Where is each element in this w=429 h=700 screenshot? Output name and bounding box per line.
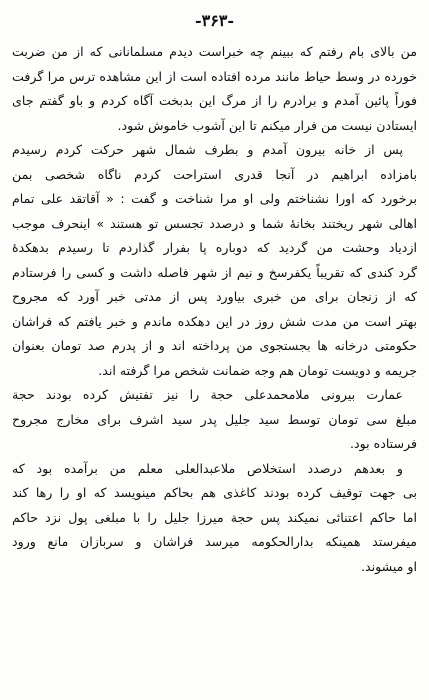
text-line: فرستاده بود.	[350, 436, 417, 451]
text-line: حکومتی درخانه ها بجستجوی من پرداخته اند و از پدرم صد تومان بعنوان	[12, 338, 417, 353]
text-line: اهالی شهر ریختند بخانهٔ شما و درصدد تجسس تو هستند » اینحرف موجب	[12, 215, 417, 231]
paragraph	[12, 138, 417, 383]
text-line: فوراً پائین آمدم و برادرم را از مرگ این بدبخت آگاه کردم و باو گفتم جای	[12, 93, 417, 108]
text-line: که از زنجان برای من خبری بیاورد پس از مدتی خبر آورد که مجروح	[12, 289, 417, 304]
text-line: و بعدهم درصدد استخلاص ملاعبدالعلی معلم من برآمده بود که	[12, 460, 403, 476]
text-line: خورده در وسط حیاط مانند مرده افتاده است از این مشاهده ترس مرا گرفت	[12, 68, 417, 84]
text-line: بامزاده ابراهیم در آنجا قدری استراحت کردم ناگاه شخصی بمن	[12, 166, 417, 182]
text-line: برخورد که اورا نشناختم ولی او مرا شناخت و گفت : « آقاتقد علی تمام	[12, 191, 417, 206]
text-line: عمارت بیرونی ملامحمدعلی حجة را نیز تفتیش کرده بودند حجة	[12, 387, 403, 402]
paragraph	[12, 383, 417, 457]
text-line: او میشوند.	[361, 558, 417, 574]
text-line: اما حاکم اعتنائی نمیکند پس حجة میرزا جلیل را با مبلغی پول نزد حاکم	[12, 509, 417, 525]
text-line: بهتر است من مدت شش روز در این دهکده ماندم و خبر یافتم که فراشان	[12, 313, 417, 329]
text-line: جریمه و دویست تومان هم وجه ضمانت شخص مرا گرفته اند.	[98, 362, 417, 378]
paragraph	[12, 457, 417, 580]
paragraph	[12, 40, 417, 138]
body-text	[12, 40, 417, 579]
text-line: من بالای بام رفتم که ببینم چه خبراست دیدم مسلمانانی که از من ضربت	[12, 44, 417, 59]
text-line: بی جهت توقیف کرده بودند کاغذی هم بحاکم مینویسد که او را رها کند	[12, 485, 417, 500]
text-line: مبلغ سی تومان توسط سید جلیل پدر سید اشرف برای مخارج مجروح	[12, 411, 417, 427]
text-line: ازدیاد وحشت من گردید که دوباره پا بفرار گذاردم تا رسیدم بدهکدهٔ	[12, 240, 417, 255]
text-line: گرد کندی که تقریباً یکفرسخ و نیم از شهر فاصله داشت و کسی را فرستادم	[12, 264, 417, 280]
text-line: پس از خانه بیرون آمدم و بطرف شمال شهر حرکت کردم رسیدم	[12, 142, 403, 157]
page-number: -۳۶۳-	[194, 11, 235, 30]
text-line: ایستادن نیست من فرار میکنم تا این آشوب خاموش شود.	[117, 117, 417, 133]
text-line: میفرستد همینکه بدارالحکومه میرسد فراشان و سربازان مانع ورود	[12, 534, 417, 549]
